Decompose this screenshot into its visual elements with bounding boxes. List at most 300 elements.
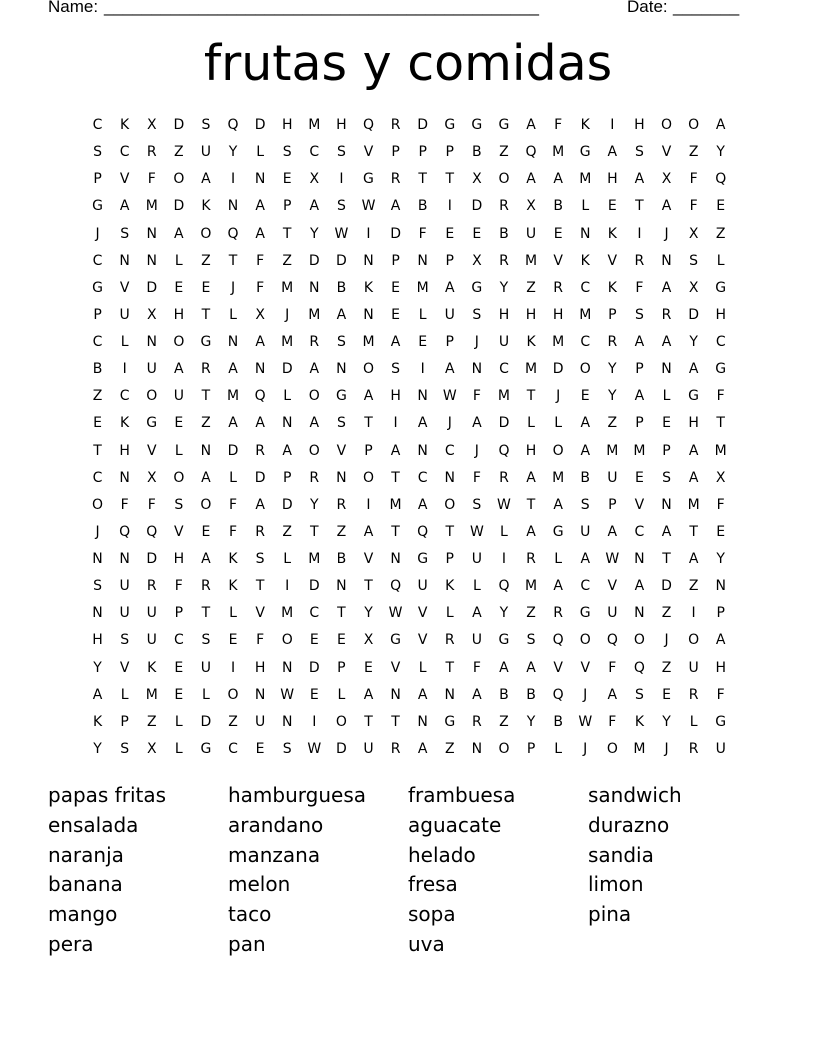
grid-cell: R bbox=[309, 469, 320, 486]
grid-cell: F bbox=[147, 171, 156, 188]
grid-cell: B bbox=[336, 279, 347, 296]
grid-cell: A bbox=[688, 469, 699, 486]
grid-cell: J bbox=[556, 388, 561, 405]
grid-cell: S bbox=[93, 578, 102, 595]
grid-cell: M bbox=[552, 334, 565, 350]
grid-cell: O bbox=[444, 496, 456, 513]
grid-cell: H bbox=[525, 306, 537, 323]
grid-cell: A bbox=[634, 388, 645, 405]
grid-cell: M bbox=[497, 388, 510, 405]
grid-cell: N bbox=[417, 388, 428, 405]
grid-cell: K bbox=[445, 578, 455, 595]
grid-cell: F bbox=[472, 659, 481, 676]
grid-cell: A bbox=[390, 198, 401, 215]
grid-cell: G bbox=[498, 632, 510, 649]
grid-cell: X bbox=[688, 225, 699, 242]
grid-cell: R bbox=[607, 334, 618, 350]
grid-cell: R bbox=[526, 551, 536, 567]
grid-cell: T bbox=[526, 388, 536, 405]
grid-cell: V bbox=[553, 252, 563, 269]
grid-cell: N bbox=[336, 578, 347, 595]
grid-cell: D bbox=[281, 496, 293, 513]
grid-cell: E bbox=[255, 740, 265, 757]
grid-cell: A bbox=[174, 361, 184, 378]
grid-cell: D bbox=[227, 442, 239, 459]
grid-cell: U bbox=[146, 361, 157, 378]
grid-cell: H bbox=[390, 388, 401, 405]
grid-cell: N bbox=[119, 469, 130, 486]
grid-cell: F bbox=[120, 496, 129, 513]
grid-cell: V bbox=[119, 279, 130, 296]
grid-cell: D bbox=[417, 117, 429, 133]
grid-cell: L bbox=[445, 605, 454, 622]
grid-cell: D bbox=[173, 198, 185, 215]
grid-cell: L bbox=[229, 469, 237, 486]
grid-row bbox=[84, 139, 734, 166]
grid-cell: S bbox=[634, 686, 644, 703]
grid-cell: T bbox=[364, 578, 373, 595]
grid-cell: F bbox=[228, 496, 238, 513]
grid-cell: U bbox=[119, 578, 130, 595]
grid-cell: N bbox=[227, 198, 239, 215]
grid-cell: P bbox=[418, 144, 427, 161]
grid-cell: J bbox=[474, 334, 479, 350]
grid-cell: G bbox=[417, 551, 429, 567]
grid-cell: W bbox=[334, 225, 349, 242]
grid-cell: P bbox=[120, 713, 129, 730]
grid-cell: W bbox=[605, 551, 620, 567]
grid-cell: P bbox=[282, 469, 292, 486]
grid-cell: U bbox=[254, 713, 266, 730]
name-field[interactable]: ______________________________________________ bbox=[104, 0, 539, 16]
grid-cell: R bbox=[146, 578, 157, 595]
header bbox=[48, 0, 748, 19]
grid-cell: G bbox=[363, 171, 374, 188]
grid-cell: Z bbox=[715, 225, 726, 242]
grid-cell: P bbox=[445, 551, 454, 567]
grid-cell: A bbox=[499, 659, 509, 676]
grid-cell: D bbox=[254, 117, 266, 133]
grid-cell: P bbox=[445, 334, 454, 350]
grid-row bbox=[84, 519, 734, 546]
grid-cell: Z bbox=[661, 605, 672, 622]
grid-cell: F bbox=[716, 388, 725, 405]
word-list-item: pina bbox=[588, 902, 632, 927]
grid-cell: T bbox=[228, 252, 238, 269]
grid-cell: Z bbox=[336, 523, 347, 540]
grid-cell: M bbox=[552, 469, 565, 486]
grid-cell: X bbox=[688, 279, 699, 296]
grid-cell: F bbox=[716, 496, 725, 513]
grid-cell: L bbox=[120, 686, 129, 703]
grid-cell: N bbox=[634, 605, 645, 622]
grid-cell: C bbox=[417, 469, 428, 486]
grid-cell: N bbox=[146, 252, 157, 269]
grid-cell: U bbox=[444, 306, 455, 323]
word-list-item: frambuesa bbox=[408, 783, 516, 807]
grid-cell: K bbox=[147, 659, 157, 676]
grid-cell: F bbox=[554, 117, 563, 133]
grid-cell: S bbox=[201, 117, 211, 133]
grid-cell: M bbox=[145, 198, 158, 215]
grid-cell: M bbox=[281, 334, 294, 350]
grid-cell: R bbox=[390, 171, 401, 188]
grid-cell: P bbox=[391, 252, 400, 269]
grid-cell: K bbox=[634, 713, 645, 730]
grid-cell: S bbox=[336, 198, 346, 215]
grid-cell: M bbox=[552, 144, 565, 161]
grid-cell: J bbox=[664, 225, 669, 242]
grid-cell: D bbox=[661, 578, 672, 595]
grid-cell: T bbox=[662, 551, 671, 567]
grid-cell: U bbox=[580, 523, 591, 540]
grid-row bbox=[84, 709, 734, 736]
grid-cell: Y bbox=[662, 713, 671, 730]
grid-cell: I bbox=[637, 225, 642, 242]
grid-cell: F bbox=[174, 578, 183, 595]
grid-cell: X bbox=[146, 117, 157, 133]
grid-cell: N bbox=[254, 686, 266, 703]
grid-cell: N bbox=[715, 578, 726, 595]
grid-cell: U bbox=[417, 578, 428, 595]
grid-cell: S bbox=[526, 632, 536, 649]
grid-cell: L bbox=[337, 686, 346, 703]
grid-cell: R bbox=[201, 361, 211, 378]
grid-cell: B bbox=[472, 144, 482, 161]
grid-cell: V bbox=[661, 144, 672, 161]
grid-cell: D bbox=[200, 713, 212, 730]
grid-cell: D bbox=[336, 740, 347, 757]
grid-cell: U bbox=[607, 605, 618, 622]
grid-cell: H bbox=[173, 551, 185, 567]
grid-cell: P bbox=[364, 442, 373, 459]
grid-cell: O bbox=[362, 469, 374, 486]
grid-cell: M bbox=[579, 171, 592, 188]
grid-cell: L bbox=[120, 334, 129, 350]
grid-cell: T bbox=[364, 415, 373, 432]
grid-cell: P bbox=[337, 659, 346, 676]
grid-cell: N bbox=[309, 279, 320, 296]
grid-cell: A bbox=[580, 551, 591, 567]
grid-cell: I bbox=[230, 659, 236, 676]
grid-cell: E bbox=[418, 334, 428, 350]
grid-cell: V bbox=[553, 659, 563, 676]
grid-cell: I bbox=[312, 713, 317, 730]
grid-cell: A bbox=[661, 334, 672, 350]
grid-cell: Z bbox=[607, 415, 618, 432]
grid-cell: L bbox=[174, 252, 183, 269]
grid-cell: R bbox=[688, 740, 699, 757]
grid-cell: F bbox=[635, 279, 644, 296]
grid-row bbox=[84, 302, 734, 329]
grid-cell: E bbox=[201, 279, 211, 296]
grid-cell: A bbox=[255, 225, 265, 242]
grid-cell: Q bbox=[498, 442, 510, 459]
grid-cell: K bbox=[201, 198, 211, 215]
grid-cell: Z bbox=[146, 713, 157, 730]
grid-row bbox=[84, 682, 734, 709]
grid-cell: R bbox=[471, 713, 482, 730]
grid-cell: F bbox=[689, 198, 698, 215]
grid-cell: V bbox=[146, 442, 157, 459]
grid-cell: K bbox=[607, 225, 617, 242]
grid-cell: T bbox=[282, 225, 292, 242]
grid-cell: E bbox=[282, 171, 292, 188]
grid-cell: S bbox=[282, 740, 292, 757]
grid-cell: C bbox=[499, 361, 509, 378]
grid-cell: W bbox=[361, 198, 376, 215]
grid-cell: A bbox=[282, 442, 292, 459]
grid-cell: N bbox=[444, 469, 455, 486]
grid-cell: Q bbox=[254, 388, 266, 405]
grid-cell: F bbox=[418, 225, 427, 242]
grid-cell: M bbox=[308, 306, 321, 323]
grid-cell: B bbox=[92, 361, 103, 378]
grid-cell: O bbox=[579, 361, 591, 378]
grid-cell: V bbox=[417, 605, 428, 622]
grid-cell: E bbox=[309, 686, 319, 703]
grid-cell: O bbox=[498, 171, 510, 188]
grid-cell: E bbox=[391, 279, 400, 296]
grid-cell: O bbox=[661, 117, 673, 133]
grid-cell: A bbox=[553, 171, 563, 188]
grid-cell: E bbox=[662, 686, 671, 703]
grid-cell: A bbox=[634, 578, 645, 595]
grid-cell: X bbox=[472, 252, 482, 269]
grid-cell: O bbox=[227, 686, 239, 703]
grid-cell: U bbox=[119, 306, 130, 323]
grid-cell: J bbox=[95, 523, 100, 540]
grid-cell: I bbox=[339, 171, 344, 188]
grid-cell: T bbox=[418, 171, 427, 188]
grid-cell: I bbox=[366, 225, 371, 242]
grid-cell: C bbox=[92, 252, 103, 269]
grid-cell: L bbox=[500, 523, 508, 540]
grid-cell: B bbox=[499, 686, 509, 703]
grid-cell: H bbox=[634, 117, 645, 133]
grid-cell: U bbox=[200, 659, 212, 676]
grid-cell: R bbox=[553, 605, 563, 622]
grid-cell: Q bbox=[525, 144, 537, 161]
grid-cell: E bbox=[634, 469, 644, 486]
grid-cell: B bbox=[580, 469, 591, 486]
grid-cell: D bbox=[390, 225, 401, 242]
grid-cell: X bbox=[146, 469, 157, 486]
grid-cell: H bbox=[254, 659, 266, 676]
grid-cell: R bbox=[309, 334, 320, 350]
grid-cell: I bbox=[393, 415, 398, 432]
grid-cell: A bbox=[390, 334, 401, 350]
grid-cell: K bbox=[228, 578, 238, 595]
grid-cell: E bbox=[336, 632, 346, 649]
grid-cell: A bbox=[688, 551, 699, 567]
grid-cell: T bbox=[445, 171, 455, 188]
grid-cell: L bbox=[283, 551, 292, 567]
grid-cell: O bbox=[498, 740, 510, 757]
grid-cell: G bbox=[92, 198, 103, 215]
grid-cell: U bbox=[688, 659, 699, 676]
grid-row bbox=[84, 627, 734, 654]
grid-cell: R bbox=[255, 442, 265, 459]
grid-cell: Q bbox=[552, 686, 564, 703]
grid-cell: B bbox=[499, 225, 509, 242]
grid-cell: R bbox=[499, 469, 509, 486]
grid-cell: M bbox=[145, 686, 158, 703]
grid-cell: U bbox=[471, 551, 482, 567]
grid-cell: G bbox=[498, 117, 510, 133]
grid-cell: L bbox=[689, 713, 698, 730]
grid-cell: N bbox=[444, 686, 455, 703]
grid-cell: E bbox=[445, 225, 455, 242]
grid-cell: Z bbox=[526, 605, 536, 622]
grid-cell: D bbox=[336, 252, 347, 269]
grid-cell: O bbox=[92, 496, 104, 513]
grid-cell: X bbox=[715, 469, 726, 486]
word-list-item: mango bbox=[48, 902, 118, 927]
grid-cell: O bbox=[308, 388, 320, 405]
grid-cell: N bbox=[92, 551, 103, 567]
grid-cell: A bbox=[688, 442, 699, 459]
grid-cell: L bbox=[418, 306, 427, 323]
grid-cell: K bbox=[363, 279, 374, 296]
word-list-item: hamburguesa bbox=[228, 783, 367, 807]
grid-cell: S bbox=[120, 632, 130, 649]
grid-cell: R bbox=[499, 198, 509, 215]
grid-cell: I bbox=[691, 605, 696, 622]
grid-cell: G bbox=[444, 117, 456, 133]
grid-cell: V bbox=[174, 523, 184, 540]
grid-row bbox=[84, 383, 734, 410]
grid-cell: L bbox=[662, 388, 671, 405]
grid-cell: F bbox=[147, 496, 156, 513]
grid-cell: H bbox=[173, 306, 185, 323]
grid-cell: A bbox=[553, 578, 563, 595]
grid-cell: X bbox=[661, 171, 672, 188]
grid-cell: U bbox=[715, 740, 726, 757]
grid-cell: A bbox=[201, 551, 211, 567]
grid-cell: T bbox=[93, 442, 102, 459]
grid-cell: F bbox=[716, 686, 725, 703]
grid-cell: K bbox=[580, 117, 590, 133]
grid-cell: P bbox=[174, 605, 184, 622]
grid-cell: D bbox=[552, 361, 564, 378]
grid-cell: H bbox=[525, 442, 537, 459]
grid-cell: S bbox=[634, 306, 644, 323]
word-list-item: durazno bbox=[588, 812, 670, 837]
grid-cell: E bbox=[201, 523, 211, 540]
grid-cell: X bbox=[526, 198, 536, 215]
grid-cell: O bbox=[200, 496, 212, 513]
grid-cell: A bbox=[607, 686, 618, 703]
grid-cell: N bbox=[281, 415, 293, 432]
grid-cell: E bbox=[607, 198, 617, 215]
grid-cell: C bbox=[634, 523, 645, 540]
grid-row bbox=[84, 546, 734, 573]
grid-cell: W bbox=[280, 686, 295, 703]
grid-cell: N bbox=[661, 496, 672, 513]
grid-cell: M bbox=[687, 496, 700, 513]
grid-cell: C bbox=[119, 388, 130, 405]
grid-cell: P bbox=[391, 144, 400, 161]
grid-cell: M bbox=[633, 740, 646, 757]
grid-row bbox=[84, 736, 734, 763]
grid-cell: I bbox=[285, 578, 290, 595]
grid-cell: T bbox=[391, 713, 400, 730]
grid-cell: X bbox=[309, 171, 320, 188]
grid-cell: I bbox=[420, 361, 425, 378]
grid-cell: M bbox=[525, 361, 538, 378]
grid-cell: F bbox=[256, 279, 265, 296]
word-list-item: pan bbox=[228, 931, 266, 956]
grid-cell: O bbox=[335, 713, 347, 730]
grid-cell: P bbox=[608, 496, 617, 513]
grid-cell: T bbox=[201, 306, 211, 323]
grid-cell: P bbox=[445, 252, 454, 269]
grid-cell: I bbox=[366, 496, 371, 513]
grid-cell: Z bbox=[92, 388, 103, 405]
grid-cell: A bbox=[255, 496, 265, 513]
grid-cell: N bbox=[336, 469, 347, 486]
grid-cell: K bbox=[580, 252, 590, 269]
grid-cell: G bbox=[715, 361, 727, 378]
grid-cell: Z bbox=[688, 144, 699, 161]
grid-cell: A bbox=[255, 415, 265, 432]
grid-cell: D bbox=[308, 252, 320, 269]
grid-cell: D bbox=[471, 198, 483, 215]
grid-cell: I bbox=[447, 198, 452, 215]
grid-cell: Y bbox=[608, 361, 617, 378]
grid-row bbox=[84, 492, 734, 519]
grid-cell: W bbox=[307, 740, 322, 757]
grid-cell: A bbox=[472, 605, 482, 622]
grid-cell: X bbox=[472, 171, 482, 188]
grid-cell: N bbox=[146, 334, 157, 350]
date-field[interactable]: _______ bbox=[673, 0, 740, 16]
grid-cell: M bbox=[633, 442, 646, 459]
grid-cell: U bbox=[146, 605, 157, 622]
grid-cell: A bbox=[363, 523, 374, 540]
grid-cell: A bbox=[309, 198, 320, 215]
grid-cell: O bbox=[173, 469, 185, 486]
grid-cell: J bbox=[664, 632, 669, 649]
word-list-item: manzana bbox=[228, 842, 321, 867]
grid-cell: A bbox=[336, 306, 347, 323]
grid-cell: T bbox=[445, 523, 455, 540]
grid-cell: A bbox=[607, 523, 618, 540]
grid-cell: C bbox=[228, 740, 238, 757]
grid-cell: Y bbox=[364, 605, 373, 622]
grid-cell: E bbox=[174, 686, 184, 703]
grid-cell: A bbox=[119, 198, 130, 215]
grid-cell: V bbox=[580, 659, 591, 676]
grid-cell: A bbox=[363, 388, 374, 405]
grid-cell: A bbox=[472, 415, 482, 432]
grid-cell: M bbox=[226, 388, 240, 405]
grid-cell: M bbox=[525, 252, 538, 269]
grid-cell: D bbox=[281, 361, 293, 378]
grid-cell: Y bbox=[310, 496, 319, 513]
grid-cell: S bbox=[472, 306, 482, 323]
grid-cell: U bbox=[173, 388, 184, 405]
word-list-item: limon bbox=[588, 872, 644, 897]
grid-cell: P bbox=[445, 144, 454, 161]
page-title: frutas y comidas bbox=[203, 35, 613, 92]
grid-cell: A bbox=[309, 415, 320, 432]
grid-cell: S bbox=[472, 496, 482, 513]
grid-cell: A bbox=[309, 361, 320, 378]
grid-cell: S bbox=[93, 144, 102, 161]
grid-cell: H bbox=[607, 171, 618, 188]
